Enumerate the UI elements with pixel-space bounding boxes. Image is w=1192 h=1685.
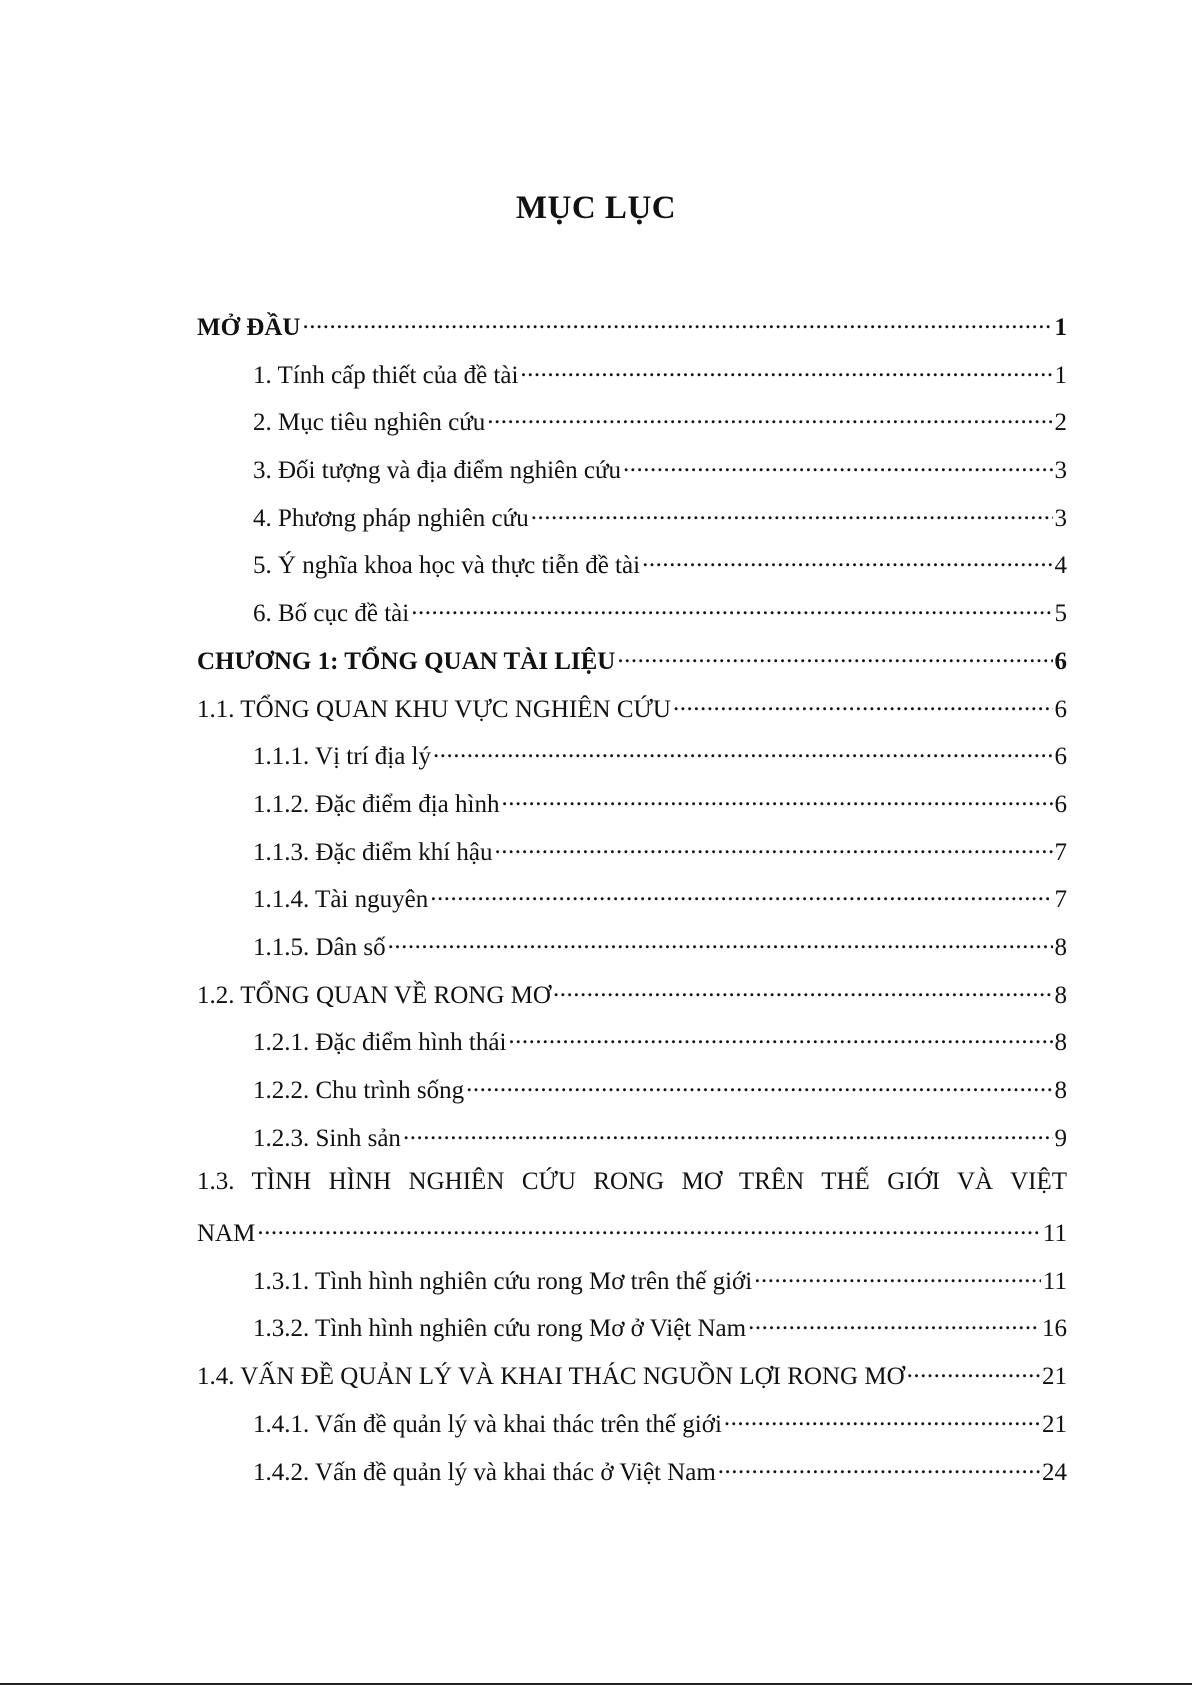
toc-entry-page-number: 11 (1042, 1267, 1067, 1295)
toc-entry-label: 1.3.2. Tình hình nghiên cứu rong Mơ ở Việt Nam (253, 1315, 747, 1343)
toc-entry-page-number: 9 (1054, 1124, 1067, 1152)
toc-entry-label: 1.1.2. Đặc điểm địa hình (253, 790, 500, 818)
toc-entry-page-number: 6 (1054, 647, 1067, 675)
toc-entry-label: 1.2.3. Sinh sản (253, 1124, 401, 1152)
dot-leader (257, 1216, 1041, 1241)
toc-entry-page-number: 6 (1054, 790, 1067, 818)
toc-entry[interactable] (197, 644, 1067, 692)
toc-entry-label: 6. Bố cục đề tài (253, 600, 410, 628)
dot-leader (388, 930, 1053, 955)
toc-entry[interactable] (197, 787, 1067, 835)
toc-entry[interactable] (197, 1216, 1067, 1264)
dot-leader (748, 1311, 1040, 1336)
toc-entry-page-number: 8 (1054, 933, 1067, 961)
toc-entry-page-number: 5 (1054, 600, 1067, 628)
dot-leader (623, 453, 1052, 478)
toc-entry-page-number: 11 (1042, 1220, 1067, 1248)
dot-leader (433, 739, 1052, 764)
dot-leader (411, 596, 1052, 621)
toc-entry-label: 1.4.2. Vấn đề quản lý và khai thác ở Việt Nam (253, 1458, 716, 1486)
toc-entry-label: 1.3. TÌNH HÌNH NGHIÊN CỨU RONG MƠ TRÊN THẾ GIỚI VÀ VIỆT (197, 1168, 1067, 1196)
toc-entry-page-number: 21 (1042, 1410, 1067, 1438)
toc-entry[interactable] (197, 596, 1067, 644)
dot-leader (430, 882, 1052, 907)
toc-entry-page-number: 24 (1042, 1458, 1067, 1486)
dot-leader (907, 1359, 1040, 1384)
toc-entry[interactable] (197, 1073, 1067, 1121)
dot-leader (642, 548, 1052, 573)
toc-entry[interactable] (197, 310, 1067, 358)
toc-entry[interactable] (197, 1455, 1067, 1503)
dot-leader (495, 835, 1053, 860)
toc-entry[interactable] (197, 978, 1067, 1026)
toc-entry-label: NAM (197, 1220, 256, 1248)
dot-leader (673, 692, 1053, 717)
dot-leader (466, 1073, 1052, 1098)
dot-leader (553, 978, 1053, 1003)
toc-entry-label: 5. Ý nghĩa khoa học và thực tiễn đề tài (253, 552, 641, 580)
dot-leader (508, 1025, 1052, 1050)
toc-entry[interactable] (197, 1121, 1067, 1169)
toc-entry-label: 1.2.2. Chu trình sống (253, 1077, 465, 1104)
toc-entry-label: 1.4. VẤN ĐỀ QUẢN LÝ VÀ KHAI THÁC NGUỒN LỢI RONG MƠ (197, 1363, 905, 1391)
toc-entry-label: 1.4.1. Vấn đề quản lý và khai thác trên thế giới (253, 1410, 722, 1438)
toc-entry[interactable] (197, 835, 1067, 883)
toc-entry-page-number: 8 (1054, 1077, 1067, 1104)
toc-entry-page-number: 16 (1042, 1315, 1067, 1343)
toc-entry-page-number: 3 (1054, 457, 1067, 485)
toc-entry-label: 4. Phương pháp nghiên cứu (253, 504, 529, 532)
page-title: MỤC LỤC (515, 190, 677, 226)
toc-entry-page-number: 21 (1042, 1363, 1067, 1391)
toc-entry[interactable] (197, 405, 1067, 453)
toc-entry[interactable] (197, 358, 1067, 406)
toc-entry[interactable] (197, 1407, 1067, 1455)
toc-entry[interactable] (197, 1359, 1067, 1407)
dot-leader (754, 1264, 1041, 1289)
dot-leader (403, 1121, 1053, 1146)
toc-entry[interactable] (197, 1264, 1067, 1312)
toc-entry-page-number: 6 (1054, 695, 1067, 723)
toc-entry[interactable] (197, 692, 1067, 740)
toc-entry-page-number: 6 (1054, 743, 1067, 771)
toc-entry[interactable] (197, 1025, 1067, 1073)
toc-entry[interactable] (197, 1311, 1067, 1359)
toc-entry-page-number: 1 (1054, 361, 1067, 389)
toc-entry-label: 1.1.4. Tài nguyên (253, 886, 429, 914)
dot-leader (531, 501, 1053, 526)
toc-entry[interactable] (197, 1168, 1067, 1216)
dot-leader (724, 1407, 1040, 1432)
toc-entry-label: 1.1.3. Đặc điểm khí hậu (253, 838, 493, 866)
toc-entry[interactable] (197, 882, 1067, 930)
table-of-contents (197, 310, 1067, 1502)
toc-entry-page-number: 7 (1054, 838, 1067, 866)
dot-leader (520, 358, 1052, 383)
toc-entry-label: 1.1. TỔNG QUAN KHU VỰC NGHIÊN CỨU (197, 695, 671, 723)
toc-entry-page-number: 7 (1054, 886, 1067, 914)
dot-leader (501, 787, 1052, 812)
toc-entry[interactable] (197, 930, 1067, 978)
toc-entry-page-number: 4 (1054, 552, 1067, 580)
toc-entry-label: 1.1.1. Vị trí địa lý (253, 743, 432, 771)
toc-entry-page-number: 2 (1054, 409, 1067, 437)
toc-entry-page-number: 3 (1054, 504, 1067, 532)
toc-entry[interactable] (197, 453, 1067, 501)
dot-leader (302, 310, 1052, 335)
toc-entry-label: 1.2.1. Đặc điểm hình thái (253, 1029, 507, 1057)
dot-leader (487, 405, 1052, 430)
toc-entry[interactable] (197, 739, 1067, 787)
toc-entry-label: 3. Đối tượng và địa điểm nghiên cứu (253, 457, 622, 485)
toc-entry-label: 1. Tính cấp thiết của đề tài (253, 361, 519, 389)
dot-leader (617, 644, 1052, 669)
toc-entry-label: 1.1.5. Dân số (253, 933, 386, 961)
toc-entry-label: 2. Mục tiêu nghiên cứu (253, 409, 486, 437)
toc-entry-page-number: 8 (1054, 981, 1067, 1009)
toc-entry-page-number: 1 (1054, 314, 1067, 341)
toc-entry-label: 1.2. TỔNG QUAN VỀ RONG MƠ (197, 981, 551, 1009)
toc-entry-label: 1.3.1. Tình hình nghiên cứu rong Mơ trên thế giới (253, 1267, 753, 1295)
toc-entry[interactable] (197, 501, 1067, 549)
toc-entry-label: CHƯƠNG 1: TỔNG QUAN TÀI LIỆU (197, 647, 616, 675)
toc-entry-page-number: 8 (1054, 1029, 1067, 1057)
dot-leader (718, 1455, 1040, 1480)
toc-entry-label: MỞ ĐẦU (197, 314, 301, 341)
toc-entry[interactable] (197, 548, 1067, 596)
